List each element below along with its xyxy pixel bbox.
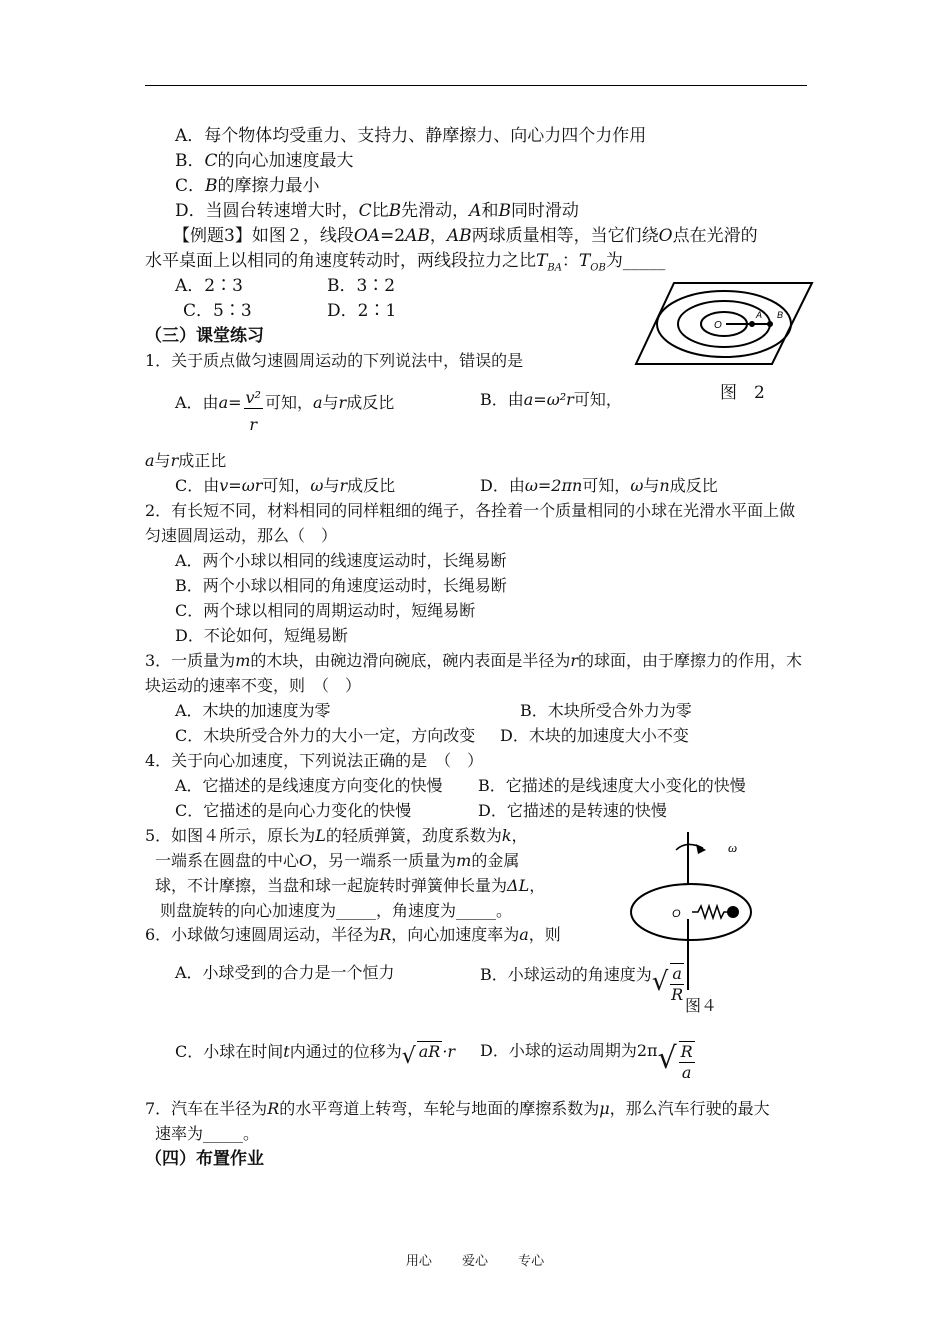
figure-2-label-a: A xyxy=(756,310,763,320)
q3-option-a: A．木块的加速度为零 xyxy=(175,701,331,720)
q2-stem-line1: 2．有长短不同，材料相同的同样粗细的绳子，各拴着一个质量相同的小球在光滑水平面上做 xyxy=(145,501,796,520)
q4-option-a: A．它描述的是线速度方向变化的快慢 xyxy=(175,776,443,795)
q6-option-d: D．小球的运动周期为2π√ $\frac{R}{a}$ xyxy=(480,1041,693,1082)
page-footer: 用心 爱心 专心 xyxy=(405,1254,545,1269)
prev-option-c: C．B的摩擦力最小 xyxy=(175,176,320,196)
q2-option-b: B．两个小球以相同的角速度运动时，长绳易断 xyxy=(175,576,507,595)
q2-option-d: D．不论如何，短绳易断 xyxy=(175,626,348,645)
q4-option-d: D．它描述的是转速的快慢 xyxy=(478,801,667,820)
figure-2-diagram xyxy=(634,280,814,368)
example3-option-a: A．2∶3 xyxy=(175,276,243,296)
q3-option-d: D．木块的加速度大小不变 xyxy=(500,726,689,745)
prev-option-d: D．当圆台转速增大时，C比B先滑动，A和B同时滑动 xyxy=(175,201,579,221)
q7-line1: 7．汽车在半径为R的水平弯道上转弯，车轮与地面的摩擦系数为μ，那么汽车行驶的最大 xyxy=(145,1099,770,1118)
example3-option-c: C．5∶3 xyxy=(183,301,252,321)
q5-line1: 5．如图４所示，原长为L的轻质弹簧，劲度系数为k， xyxy=(145,826,528,845)
q6-option-a: A．小球受到的合力是一个恒力 xyxy=(175,963,395,982)
q7-line2: 速率为_____。 xyxy=(155,1124,260,1143)
q3-stem-line1: 3．一质量为m的木块，由碗边滑向碗底，碗内表面是半径为r的球面，由于摩擦力的作用，木 xyxy=(145,651,803,670)
example3-option-d: D．2∶1 xyxy=(327,301,397,321)
q4-stem: 4．关于向心加速度，下列说法正确的是 （ ） xyxy=(145,751,484,770)
figure-4-o-label: O xyxy=(672,908,681,920)
example3-line2: 水平桌面上以相同的角速度转动时，两线段拉力之比$T_{BA}$：$T_{OB}$为_____ xyxy=(145,251,666,274)
q3-option-c: C．木块所受合外力的大小一定，方向改变 xyxy=(175,726,476,745)
q2-option-a: A．两个小球以相同的线速度运动时，长绳易断 xyxy=(175,551,507,570)
prev-option-b: B．C的向心加速度最大 xyxy=(175,151,354,171)
figure-2-label-b: B xyxy=(777,310,784,320)
example3-line1: 【例题3】如图２，线段OA=2AB，AB两球质量相等，当它们绕O点在光滑的 xyxy=(173,226,758,246)
q1-option-a: A．由a= $\frac{\text{v²}}{r}$ 可知，a与r成反比 xyxy=(175,388,395,434)
q3-option-b: B．木块所受合外力为零 xyxy=(520,701,692,720)
q2-stem-line2: 匀速圆周运动，那么（ ） xyxy=(145,526,338,545)
prev-option-a: A．每个物体均受重力、支持力、静摩擦力、向心力四个力作用 xyxy=(175,126,647,146)
q5-line2: 一端系在圆盘的中心O，另一端系一质量为m的金属 xyxy=(155,851,520,870)
q4-option-c: C．它描述的是向心力变化的快慢 xyxy=(175,801,412,820)
figure-4-omega-label: ω xyxy=(728,840,738,855)
q1-option-d: D．由ω=2πn可知，ω与n成反比 xyxy=(480,476,718,495)
section-4-title: （四）布置作业 xyxy=(145,1149,264,1169)
q1-stem: 1．关于质点做匀速圆周运动的下列说法中，错误的是 xyxy=(145,351,524,370)
q1-option-b-continued: a与r成正比 xyxy=(145,451,227,470)
figure-2-label-o: O xyxy=(714,320,722,331)
q1-option-b: B．由a=ω²r可知， xyxy=(480,390,622,409)
q3-stem-line2: 块运动的速率不变，则 （ ） xyxy=(145,676,362,695)
q6-stem: 6．小球做匀速圆周运动，半径为R，向心加速度率为a，则 xyxy=(145,925,561,944)
q6-option-c: C．小球在时间t内通过的位移为√ aR ·r xyxy=(175,1042,456,1069)
header-rule xyxy=(145,85,807,86)
q5-line4: 则盘旋转的向心加速度为_____，角速度为_____。 xyxy=(160,901,513,920)
q1-option-c: C．由v=ωr可知，ω与r成反比 xyxy=(175,476,396,495)
example3-option-b: B．3∶2 xyxy=(327,276,396,296)
figure-2-caption: 图 2 xyxy=(720,383,765,403)
section-3-title: （三）课堂练习 xyxy=(145,326,264,346)
q5-line3: 球，不计摩擦，当盘和球一起旋转时弹簧伸长量为ΔL， xyxy=(155,876,546,895)
q6-option-b: B．小球运动的角速度为√ $\frac{a}{R}$ xyxy=(480,964,684,1004)
q4-option-b: B．它描述的是线速度大小变化的快慢 xyxy=(478,776,746,795)
q2-option-c: C．两个球以相同的周期运动时，短绳易断 xyxy=(175,601,476,620)
figure-4-caption: 图４ xyxy=(685,996,718,1015)
